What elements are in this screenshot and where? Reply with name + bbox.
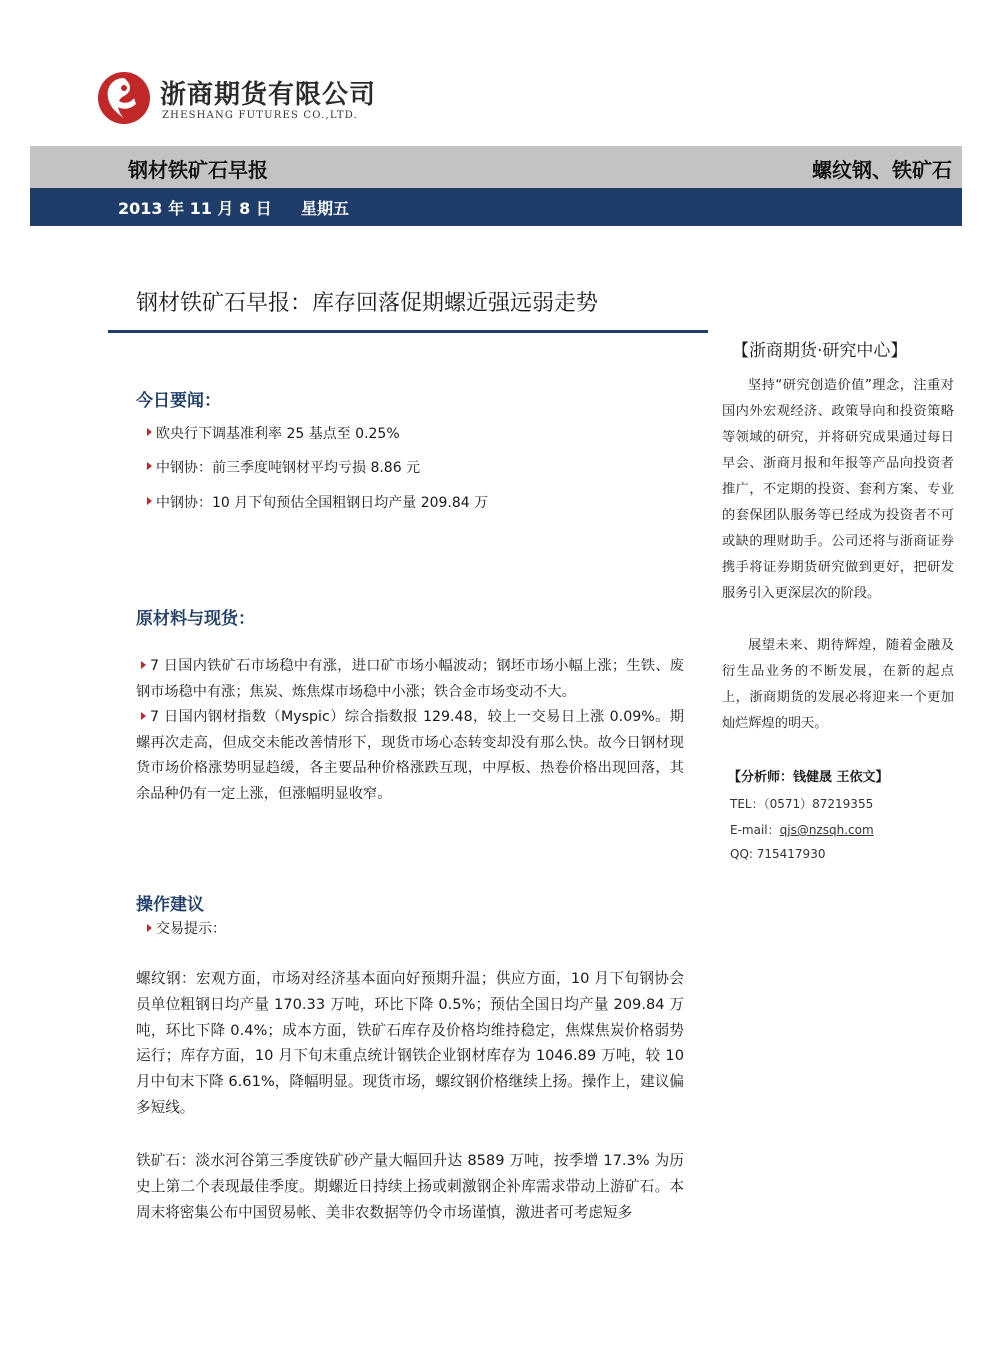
advice-heading: 操作建议 bbox=[136, 895, 204, 915]
contact-qq: QQ: 715417930 bbox=[730, 847, 826, 861]
page-title: 钢材铁矿石早报：库存回落促期螺近强远弱走势 bbox=[136, 291, 599, 316]
news-item: 中钢协：前三季度吨钢材平均亏损 8.86 元 bbox=[156, 460, 421, 476]
advice-tip: 交易提示： bbox=[156, 921, 226, 937]
news-heading: 今日要闻： bbox=[136, 391, 221, 411]
bullet-arrow-icon bbox=[146, 924, 154, 932]
materials-text: 7 日国内铁矿石市场稳中有涨，进口矿市场小幅波动；钢坯市场小幅上涨；生铁、废钢市场稳中有涨；焦炭、炼焦煤市场稳中小涨；铁合金市场变动不大。 bbox=[136, 658, 684, 700]
sidebar-intro: 坚持“研究创造价值”理念，注重对国内外宏观经济、政策导向和投资策略等领域的研究，并将研究成果通过每日早会、浙商月报和年报等产品向投资者推广，不定期的投资、套利方案、专业的套保团队服务等已经成为投资者不可或缺的理财助手。公司还将与浙商证券携手将证券期货研究做到更好，把研发服务引入更深层次的阶段。 bbox=[722, 378, 954, 601]
report-products: 螺纹钢、铁矿石 bbox=[812, 158, 952, 182]
report-date: 2013 年 11 月 8 日 bbox=[118, 199, 272, 218]
sidebar-outlook: 展望未来、期待辉煌，随着金融及衍生品业务的不断发展，在新的起点上，浙商期货的发展必将迎来一个更加灿烂辉煌的明天。 bbox=[722, 638, 954, 731]
bullet-arrow-icon bbox=[146, 462, 154, 470]
contact-tel: TEL：（0571）87219355 bbox=[730, 797, 874, 811]
news-item: 欧央行下调基准利率 25 基点至 0.25% bbox=[156, 426, 400, 442]
iron-ore-paragraph: 铁矿石：淡水河谷第三季度铁矿砂产量大幅回升达 8589 万吨，按季增 17.3% 为历史上第二个表现最佳季度。期螺近日持续上扬或刺激钢企补库需求带动上游矿石。本周末将密集公布中国贸易帐、美非农数据等仍令市场谨慎，激进者可考虑短多 bbox=[136, 1152, 684, 1221]
email-link[interactable]: qjs@nzsqh.com bbox=[779, 823, 874, 837]
email-label: E-mail： bbox=[730, 823, 780, 837]
rebar-paragraph: 螺纹钢：宏观方面，市场对经济基本面向好预期升温；供应方面，10 月下旬钢协会员单位粗钢日均产量 170.33 万吨，环比下降 0.5%；预估全国日均产量 209.84 万吨，环比下降 0.4%；成本方面，铁矿石库存及价格均维持稳定，焦煤焦炭价格弱势运行；库存方面，10 月下旬末重点统计钢铁企业钢材库存为 1046.89 万吨，较 10 月中旬末下降 6.61%，降幅明显。现货市场，螺纹钢价格继续上扬。操作上，建议偏多短线。 bbox=[136, 970, 684, 1116]
materials-block bbox=[136, 654, 684, 807]
bullet-arrow-icon bbox=[146, 428, 154, 436]
materials-heading: 原材料与现货： bbox=[136, 609, 255, 629]
title-divider bbox=[108, 330, 708, 333]
report-weekday: 星期五 bbox=[300, 199, 349, 218]
sidebar-heading: 【浙商期货·研究中心】 bbox=[732, 341, 908, 361]
news-item: 中钢协：10 月下旬预估全国粗钢日均产量 209.84 万 bbox=[156, 495, 489, 511]
contact-email-line bbox=[730, 821, 874, 838]
bullet-arrow-icon bbox=[146, 497, 154, 505]
materials-paragraph bbox=[136, 654, 684, 705]
company-name-cn: 浙商期货有限公司 bbox=[160, 80, 377, 110]
bullet-arrow-icon bbox=[136, 660, 150, 670]
report-title: 钢材铁矿石早报 bbox=[128, 158, 268, 182]
company-logo-icon bbox=[96, 70, 152, 126]
materials-text: 7 日国内钢材指数（Myspic）综合指数报 129.48，较上一交易日上涨 0.09%。期螺再次走高，但成交未能改善情形下，现货市场心态转变却没有那么快。故今日钢材现货市场价格涨势明显趋缓，各主要品种价格涨跌互现，中厚板、热卷价格出现回落，其余品种仍有一定上涨，但涨幅明显收窄。 bbox=[136, 709, 684, 802]
materials-paragraph bbox=[136, 705, 684, 807]
analyst-names: 【分析师：钱健晟 王依文】 bbox=[728, 770, 889, 785]
company-name-en: ZHESHANG FUTURES CO.,LTD. bbox=[162, 110, 358, 121]
bullet-arrow-icon bbox=[136, 711, 150, 721]
report-date-line bbox=[118, 196, 349, 219]
